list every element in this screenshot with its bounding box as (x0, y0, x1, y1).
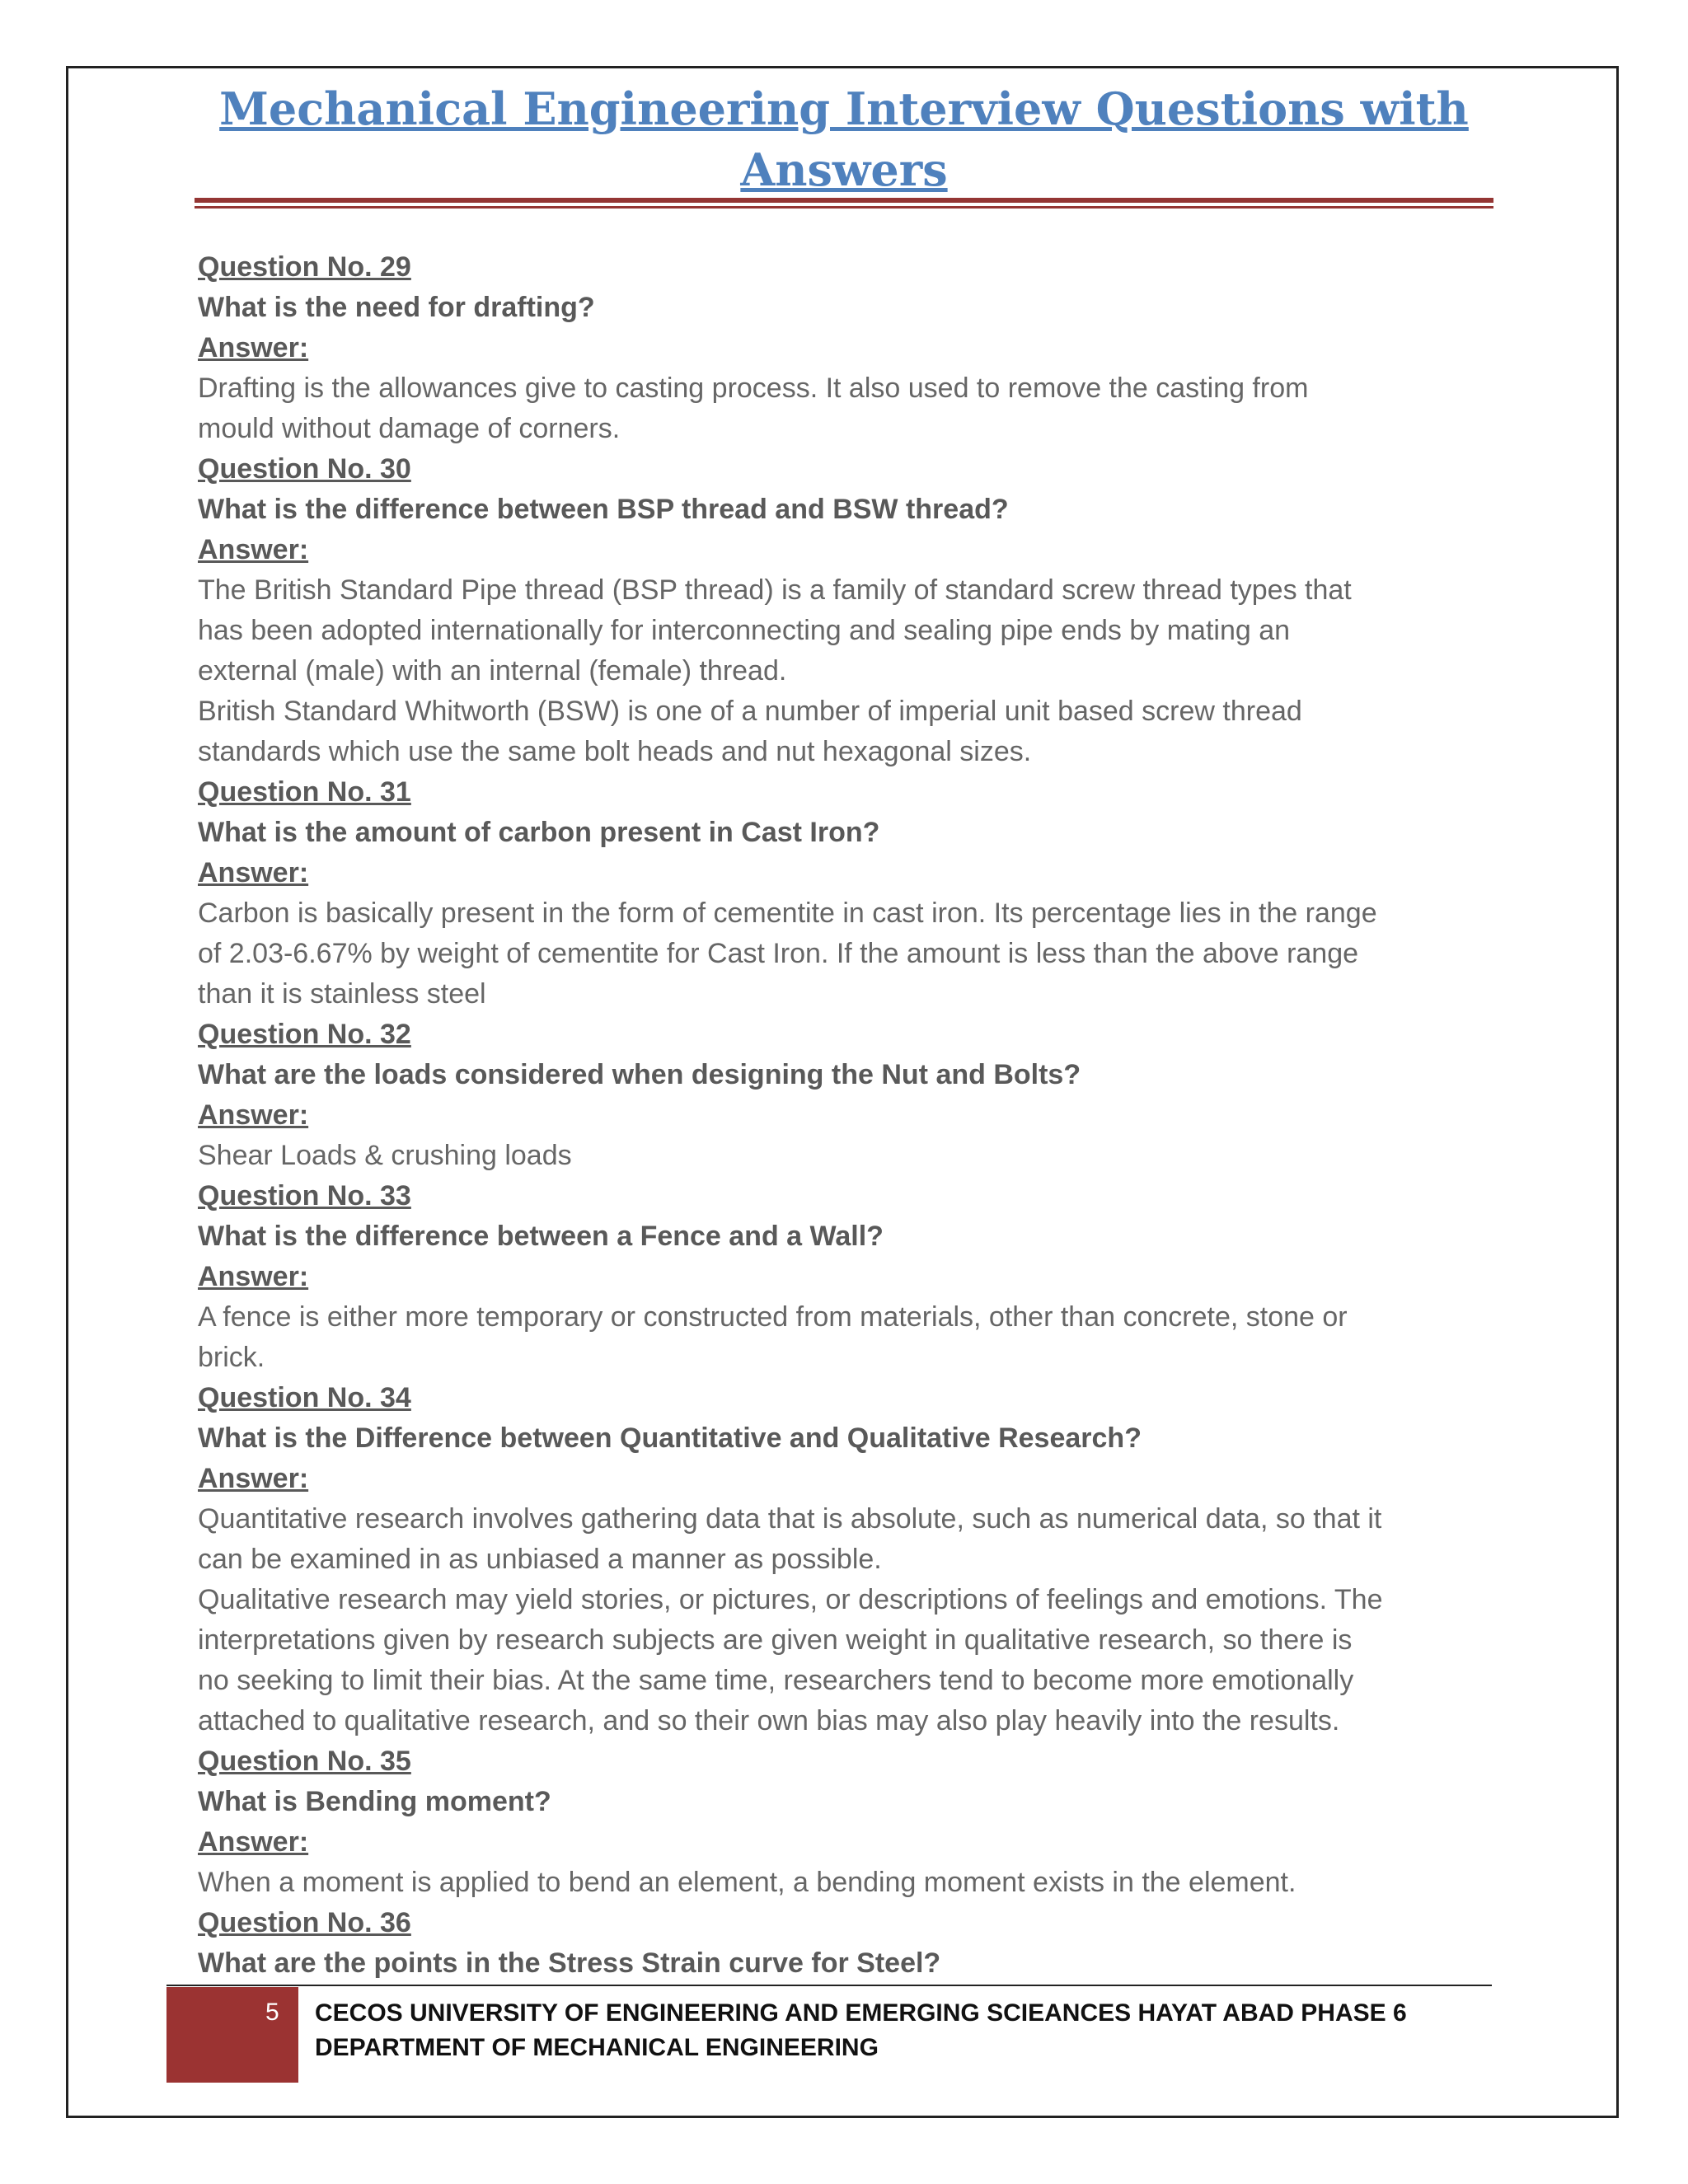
qa-item (198, 1903, 1500, 1984)
answer-line: The British Standard Pipe thread (BSP thread) is a family of standard screw thread types that (198, 574, 1352, 606)
qa-list (198, 247, 1500, 1984)
answer-label: Answer: (198, 1463, 309, 1494)
question-number: Question No. 36 (198, 1907, 411, 1938)
answer-line: no seeking to limit their bias. At the same time, researchers tend to become more emotionally (198, 1665, 1354, 1696)
question-number: Question No. 35 (198, 1746, 411, 1777)
qa-item (198, 247, 1500, 449)
answer-line: standards which use the same bolt heads and nut hexagonal sizes. (198, 736, 1032, 767)
question-number: Question No. 33 (198, 1180, 411, 1212)
answer-line: attached to qualitative research, and so their own bias may also play heavily into the results. (198, 1705, 1340, 1736)
footer-rule (166, 1985, 1492, 1986)
answer-line: Carbon is basically present in the form of cementite in cast iron. Its percentage lies in the range (198, 898, 1377, 929)
footer-line-2: DEPARTMENT OF MECHANICAL ENGINEERING (315, 2034, 879, 2061)
question-number: Question No. 31 (198, 776, 411, 808)
answer-line: Quantitative research involves gathering data that is absolute, such as numerical data, so that it (198, 1503, 1382, 1535)
answer-line: brick. (198, 1342, 265, 1373)
answer-line: Qualitative research may yield stories, or pictures, or descriptions of feelings and emotions. The (198, 1584, 1383, 1615)
question-text: What is the need for drafting? (198, 292, 595, 323)
answer-line: A fence is either more temporary or constructed from materials, other than concrete, stone or (198, 1301, 1348, 1333)
question-text: What is the amount of carbon present in Cast Iron? (198, 817, 880, 848)
qa-item (198, 772, 1500, 1015)
answer-line: interpretations given by research subjects are given weight in qualitative research, so there is (198, 1624, 1353, 1656)
answer-line: When a moment is applied to bend an element, a bending moment exists in the element. (198, 1867, 1296, 1898)
answer-line: mould without damage of corners. (198, 413, 621, 444)
question-number: Question No. 29 (198, 251, 411, 283)
page-title (195, 78, 1493, 200)
footer-line-1: CECOS UNIVERSITY OF ENGINEERING AND EMERGING SCIEANCES HAYAT ABAD PHASE 6 (315, 1999, 1407, 2027)
question-text: What is Bending moment? (198, 1786, 551, 1817)
qa-item (198, 449, 1500, 772)
question-text: What is the Difference between Quantitative and Qualitative Research? (198, 1422, 1142, 1454)
page-title-line-2: Answers (740, 143, 948, 196)
question-text: What is the difference between BSP thread and BSW thread? (198, 494, 1009, 525)
qa-item (198, 1015, 1500, 1176)
question-number: Question No. 32 (198, 1019, 411, 1050)
answer-line: Shear Loads & crushing loads (198, 1140, 572, 1171)
answer-line: of 2.03-6.67% by weight of cementite for Cast Iron. If the amount is less than the above range (198, 938, 1359, 969)
question-text: What is the difference between a Fence and a Wall? (198, 1221, 884, 1252)
answer-line: can be examined in as unbiased a manner as possible. (198, 1544, 882, 1575)
qa-item (198, 1741, 1500, 1903)
qa-item (198, 1176, 1500, 1378)
answer-line: has been adopted internationally for interconnecting and sealing pipe ends by mating an (198, 615, 1291, 646)
question-text: What are the loads considered when designing the Nut and Bolts? (198, 1059, 1081, 1090)
answer-line: external (male) with an internal (female) thread. (198, 655, 787, 687)
answer-line: Drafting is the allowances give to casting process. It also used to remove the casting from (198, 373, 1309, 404)
answer-label: Answer: (198, 332, 309, 363)
answer-label: Answer: (198, 857, 309, 888)
question-text: What are the points in the Stress Strain curve for Steel? (198, 1947, 941, 1979)
question-number: Question No. 34 (198, 1382, 411, 1413)
footer-text (315, 1996, 1493, 2065)
page-number: 5 (265, 1999, 279, 2026)
answer-label: Answer: (198, 1826, 309, 1858)
answer-label: Answer: (198, 1261, 309, 1292)
page-title-line-1: Mechanical Engineering Interview Questions with (219, 82, 1469, 135)
answer-line: British Standard Whitworth (BSW) is one of a number of imperial unit based screw thread (198, 696, 1302, 727)
qa-item (198, 1378, 1500, 1741)
header-rule-thick (195, 198, 1493, 203)
answer-label: Answer: (198, 534, 309, 565)
header-rule-thin (195, 206, 1493, 209)
answer-line: than it is stainless steel (198, 978, 486, 1010)
answer-label: Answer: (198, 1099, 309, 1131)
question-number: Question No. 30 (198, 453, 411, 485)
